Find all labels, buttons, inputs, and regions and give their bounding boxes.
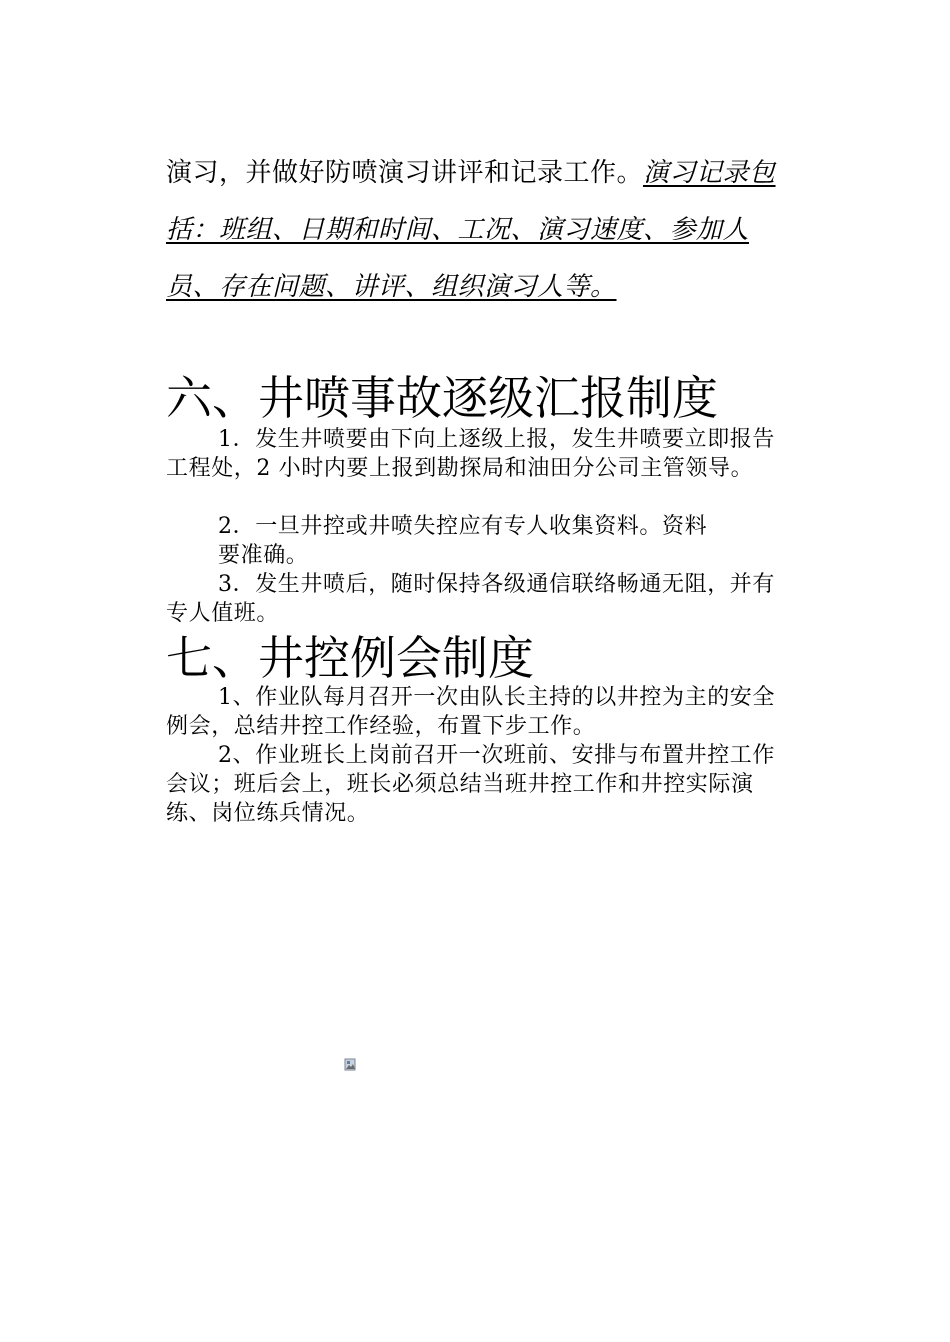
section-6-item-3 (166, 570, 788, 628)
section-7-heading: 七、井控例会制度 (166, 631, 534, 685)
section-6-heading: 六、井喷事故逐级汇报制度 (166, 371, 718, 425)
embedded-image-icon (344, 1056, 356, 1070)
intro-emphasis-text: 演习记录包括：班组、日期和时间、工况、演习速度、参加人员、存在问题、讲评、组织演习人等。 (166, 158, 776, 302)
section-6-item-3-text: 3．发生井喷后，随时保持各级通信联络畅通无阻，并有专人值班。 (166, 572, 775, 626)
section-6-item-1-text: 1．发生井喷要由下向上逐级上报，发生井喷要立即报告工程处，2 小时内要上报到勘探局和油田分公司主管领导。 (166, 427, 775, 481)
section-6-item-2-text: 2．一旦井控或井喷失控应有专人收集资料。资料 (218, 514, 708, 539)
section-6-item-2 (166, 512, 788, 570)
section-6-item-1 (166, 425, 788, 483)
intro-text: 演习，并做好防喷演习讲评和记录工作。 (166, 158, 644, 188)
intro-paragraph (166, 145, 788, 316)
section-7-item-1 (166, 683, 788, 741)
section-6-item-2-continuation: 要准确。 (218, 543, 309, 568)
section-7-item-1-text: 1、作业队每月召开一次由队长主持的以井控为主的安全例会，总结井控工作经验，布置下步工作。 (166, 685, 775, 739)
section-7-item-2-text: 2、作业班长上岗前召开一次班前、安排与布置井控工作会议；班后会上，班长必须总结当班井控工作和井控实际演练、岗位练兵情况。 (166, 743, 775, 826)
section-7-item-2 (166, 741, 788, 828)
